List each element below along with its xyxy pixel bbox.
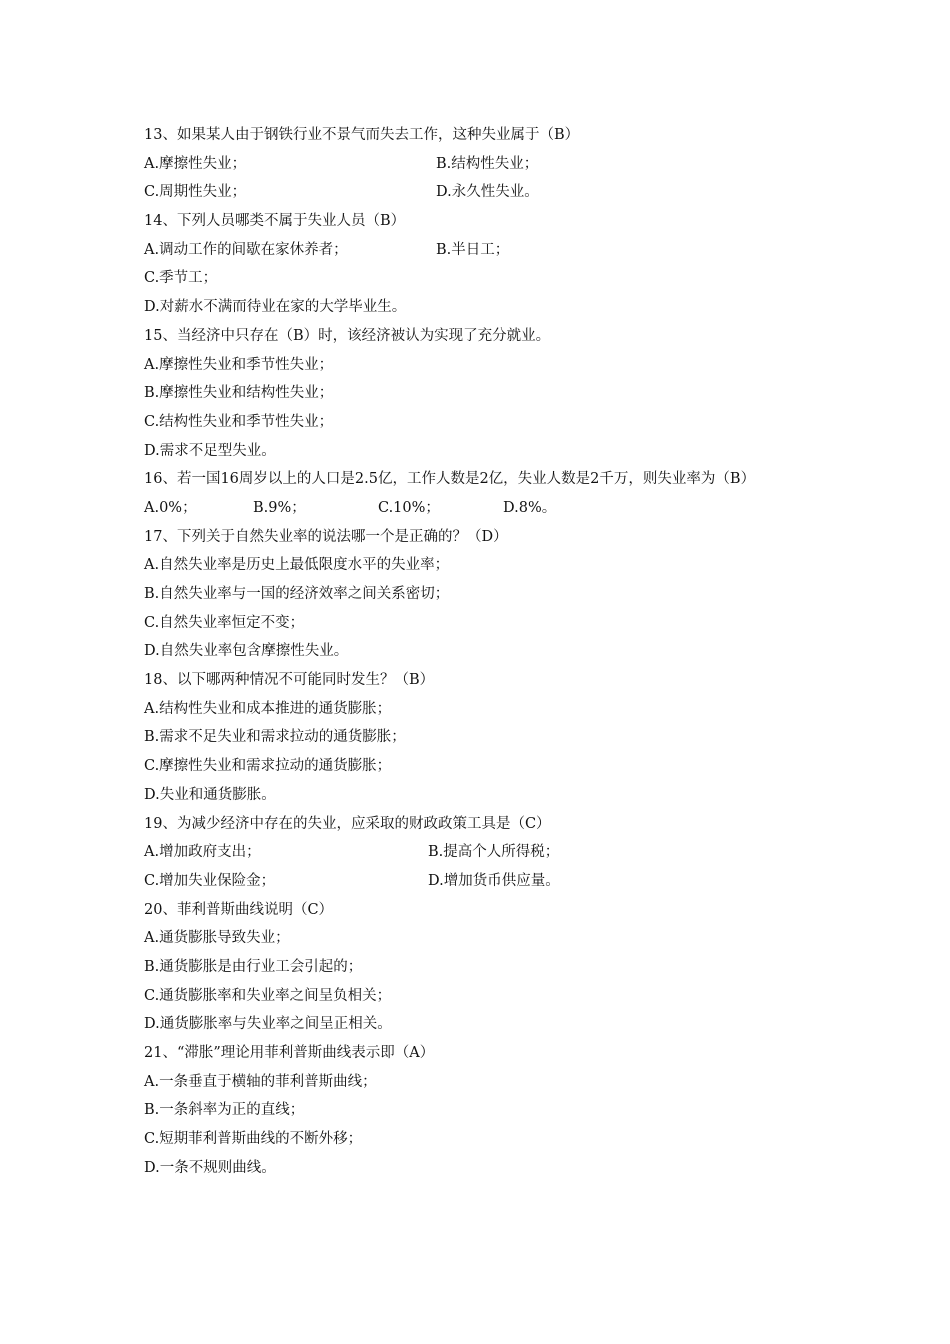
option-d: D.一条不规则曲线。 bbox=[144, 1159, 276, 1176]
option-b: B.9%； bbox=[253, 499, 306, 516]
option-row bbox=[144, 494, 824, 523]
option-row bbox=[144, 178, 824, 207]
question-stem: 20、菲利普斯曲线说明（C） bbox=[144, 901, 334, 918]
question-stem: 16、若一国16周岁以上的人口是2.5亿，工作人数是2亿，失业人数是2千万，则失业率为（B） bbox=[144, 471, 756, 488]
question-list bbox=[144, 121, 824, 1182]
option-c: C.季节工； bbox=[144, 270, 218, 287]
option-c: C.增加失业保险金； bbox=[144, 872, 276, 889]
option-d: D.对薪水不满而待业在家的大学毕业生。 bbox=[144, 299, 407, 316]
option-a: A.通货膨胀导致失业； bbox=[144, 930, 290, 947]
option-row bbox=[144, 838, 824, 867]
option-c: C.通货膨胀率和失业率之间呈负相关； bbox=[144, 987, 392, 1004]
option-a: A.增加政府支出； bbox=[144, 844, 261, 861]
option-c: C.摩擦性失业和需求拉动的通货膨胀； bbox=[144, 758, 392, 775]
option-a: A.0%； bbox=[144, 499, 197, 516]
option-b: B.结构性失业； bbox=[436, 155, 539, 172]
option-c: C.结构性失业和季节性失业； bbox=[144, 413, 334, 430]
option-b: B.摩擦性失业和结构性失业； bbox=[144, 385, 334, 402]
option-d: D.增加货币供应量。 bbox=[428, 872, 560, 889]
question-stem: 17、下列关于自然失业率的说法哪一个是正确的？（D） bbox=[144, 528, 508, 545]
option-c: C.自然失业率恒定不变； bbox=[144, 614, 305, 631]
option-row bbox=[144, 150, 824, 179]
option-b: B.需求不足失业和需求拉动的通货膨胀； bbox=[144, 729, 406, 746]
option-a: A.结构性失业和成本推进的通货膨胀； bbox=[144, 700, 392, 717]
option-row bbox=[144, 236, 824, 265]
question-stem: 19、为减少经济中存在的失业，应采取的财政政策工具是（C） bbox=[144, 815, 551, 832]
question-stem: 18、以下哪两种情况不可能同时发生？（B） bbox=[144, 672, 435, 689]
question-stem: 14、下列人员哪类不属于失业人员（B） bbox=[144, 213, 406, 230]
option-b: B.自然失业率与一国的经济效率之间关系密切； bbox=[144, 586, 450, 603]
question-stem: 13、如果某人由于钢铁行业不景气而失去工作，这种失业属于（B） bbox=[144, 127, 580, 143]
option-d: D.永久性失业。 bbox=[436, 184, 539, 201]
option-a: A.调动工作的间歇在家休养者； bbox=[144, 241, 348, 258]
option-a: A.自然失业率是历史上最低限度水平的失业率； bbox=[144, 557, 450, 574]
option-d: D.自然失业率包含摩擦性失业。 bbox=[144, 643, 349, 660]
option-c: C.10%； bbox=[378, 499, 440, 516]
option-a: A.摩擦性失业； bbox=[144, 155, 247, 172]
option-d: D.通货膨胀率与失业率之间呈正相关。 bbox=[144, 1016, 392, 1033]
option-d: D.需求不足型失业。 bbox=[144, 442, 276, 459]
option-b: B.提高个人所得税； bbox=[428, 844, 560, 861]
option-a: A.一条垂直于横轴的菲利普斯曲线； bbox=[144, 1073, 377, 1090]
option-c: C.短期菲利普斯曲线的不断外移； bbox=[144, 1131, 363, 1148]
option-d: D.8%。 bbox=[503, 499, 557, 516]
option-row bbox=[144, 867, 824, 896]
question-stem: 15、当经济中只存在（B）时，该经济被认为实现了充分就业。 bbox=[144, 327, 551, 344]
option-b: B.一条斜率为正的直线； bbox=[144, 1102, 305, 1119]
option-d: D.失业和通货膨胀。 bbox=[144, 786, 276, 803]
option-c: C.周期性失业； bbox=[144, 184, 247, 201]
option-a: A.摩擦性失业和季节性失业； bbox=[144, 356, 334, 373]
question-stem: 21、“滞胀”理论用菲利普斯曲线表示即（A） bbox=[144, 1045, 435, 1062]
option-b: B.半日工； bbox=[436, 241, 510, 258]
option-b: B.通货膨胀是由行业工会引起的； bbox=[144, 958, 363, 975]
